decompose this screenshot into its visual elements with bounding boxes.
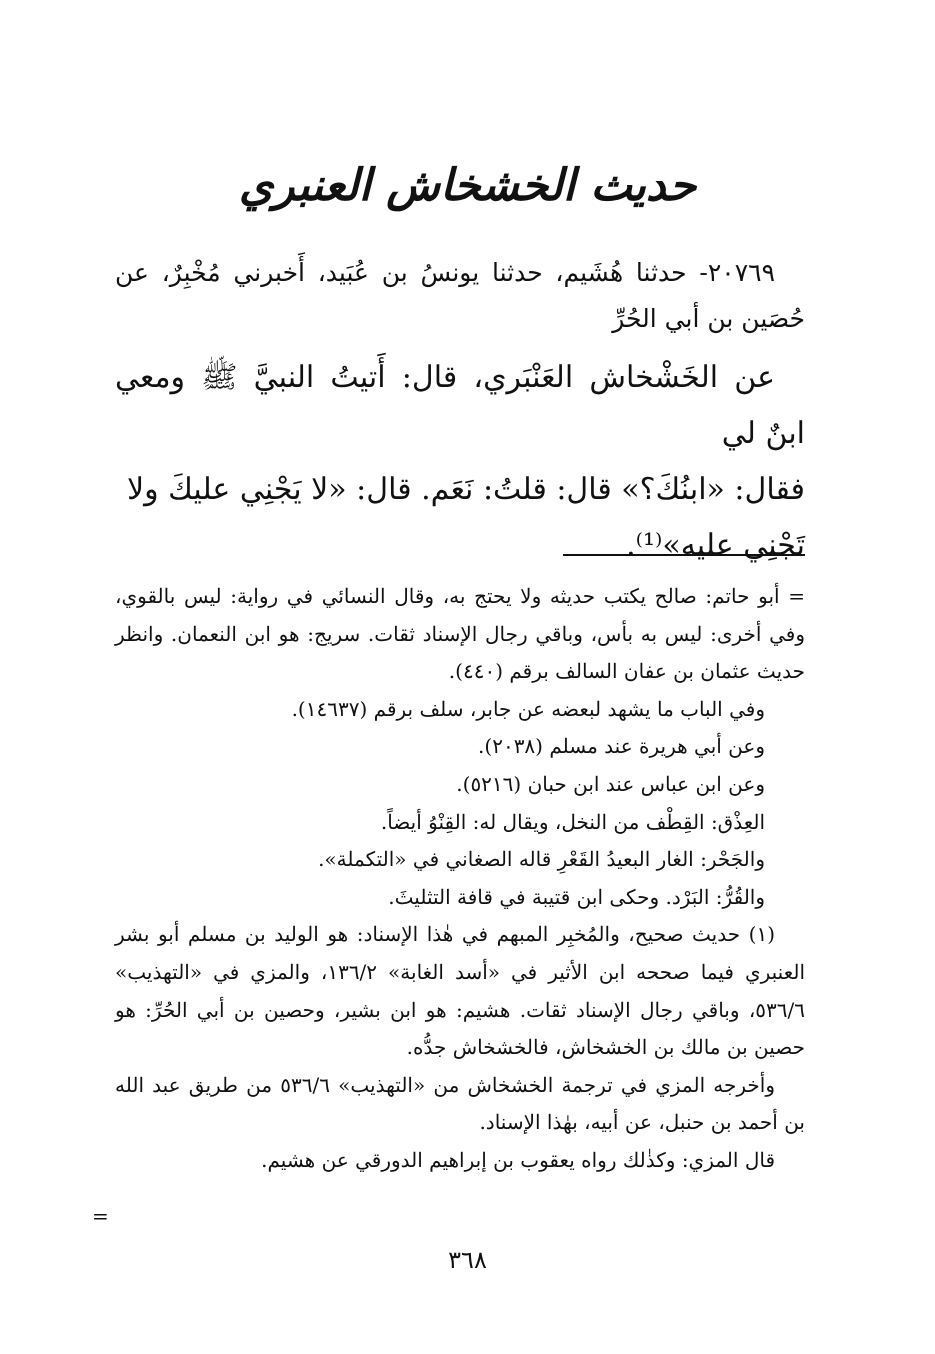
footnote-divider <box>563 554 805 556</box>
page-number: ٣٦٨ <box>448 1246 487 1274</box>
isnad-text: ٢٠٧٦٩- حدثنا هُشَيم، حدثنا يونسُ بن عُبَيد، أَخبرني مُخْبِرٌ، عن حُصَين بن أبي الحُرِّ <box>115 258 805 333</box>
matn-line: عن الخَشْخاش العَنْبَري، قال: أَتيتُ النبيَّ ﷺ ومعي ابنٌ لي <box>115 360 805 451</box>
hadith-isnad <box>115 250 805 342</box>
footnote-paragraph: = أبو حاتم: صالح يكتب حديثه ولا يحتج به، وقال النسائي في رواية: ليس بالقوي، وفي أخرى: ليس به بأس، وباقي رجال الإسناد ثقات. سريج: هو ابن النعمان. وانظر حديث عثمان بن عفان السالف برقم (٤٤٠). <box>115 584 805 684</box>
footnote-paragraph: العِذْق: القِطْف من النخل، ويقال له: القِنْوُ أيضاً. <box>380 809 765 834</box>
matn-line: فقال: «ابنُكَ؟» قال: قلتُ: نَعَم. قال: «لا يَجْنِي عليكَ ولا <box>127 472 805 507</box>
footnote-paragraph: وعن ابن عباس عند ابن حبان (٥٢١٦). <box>456 771 765 796</box>
footnote-1: (١) حديث صحيح، والمُخبِر المبهم في هٰذا الإسناد: هو الوليد بن مسلم أبو بشر العنبري فيما صححه ابن الأثير في «أسد الغابة» ١٣٦/٢، والمزي في «التهذيب» ٥٣٦/٦، وباقي رجال الإسناد ثقات. هشيم: هو ابن بشير، وحصين بن أبي الحُرِّ: هو حصين بن مالك بن الخشخاش، فالخشخاش جدُّه. <box>115 922 806 1060</box>
footnotes <box>115 578 805 1180</box>
footnote-paragraph: وعن أبي هريرة عند مسلم (٢٠٣٨). <box>478 734 765 759</box>
footnote-paragraph: والجَحْر: الغار البعيدُ القَعْرِ قاله الصغاني في «التكملة». <box>318 847 765 872</box>
footnote-paragraph: قال المزي: وكذٰلك رواه يعقوب بن إبراهيم الدورقي عن هشيم. <box>261 1147 775 1172</box>
footnote-paragraph: وفي الباب ما يشهد لبعضه عن جابر، سلف برقم (١٤٦٣٧). <box>291 696 765 721</box>
footnote-paragraph: والقُرُّ: البَرْد. وحكى ابن قتيبة في قافة التثليثَ. <box>388 884 765 909</box>
hadith-matn <box>115 350 805 574</box>
footnote-paragraph: وأخرجه المزي في ترجمة الخشخاش من «التهذيب» ٥٣٦/٦ من طريق عبد الله بن أحمد بن حنبل، عن أبيه، بهٰذا الإسناد. <box>115 1072 805 1135</box>
matn-line: تَجْنِي عليه»⁽¹⁾. <box>626 528 805 563</box>
chapter-title: حديث الخشخاش العنبري <box>238 160 697 211</box>
continuation-mark: = <box>92 1204 109 1228</box>
